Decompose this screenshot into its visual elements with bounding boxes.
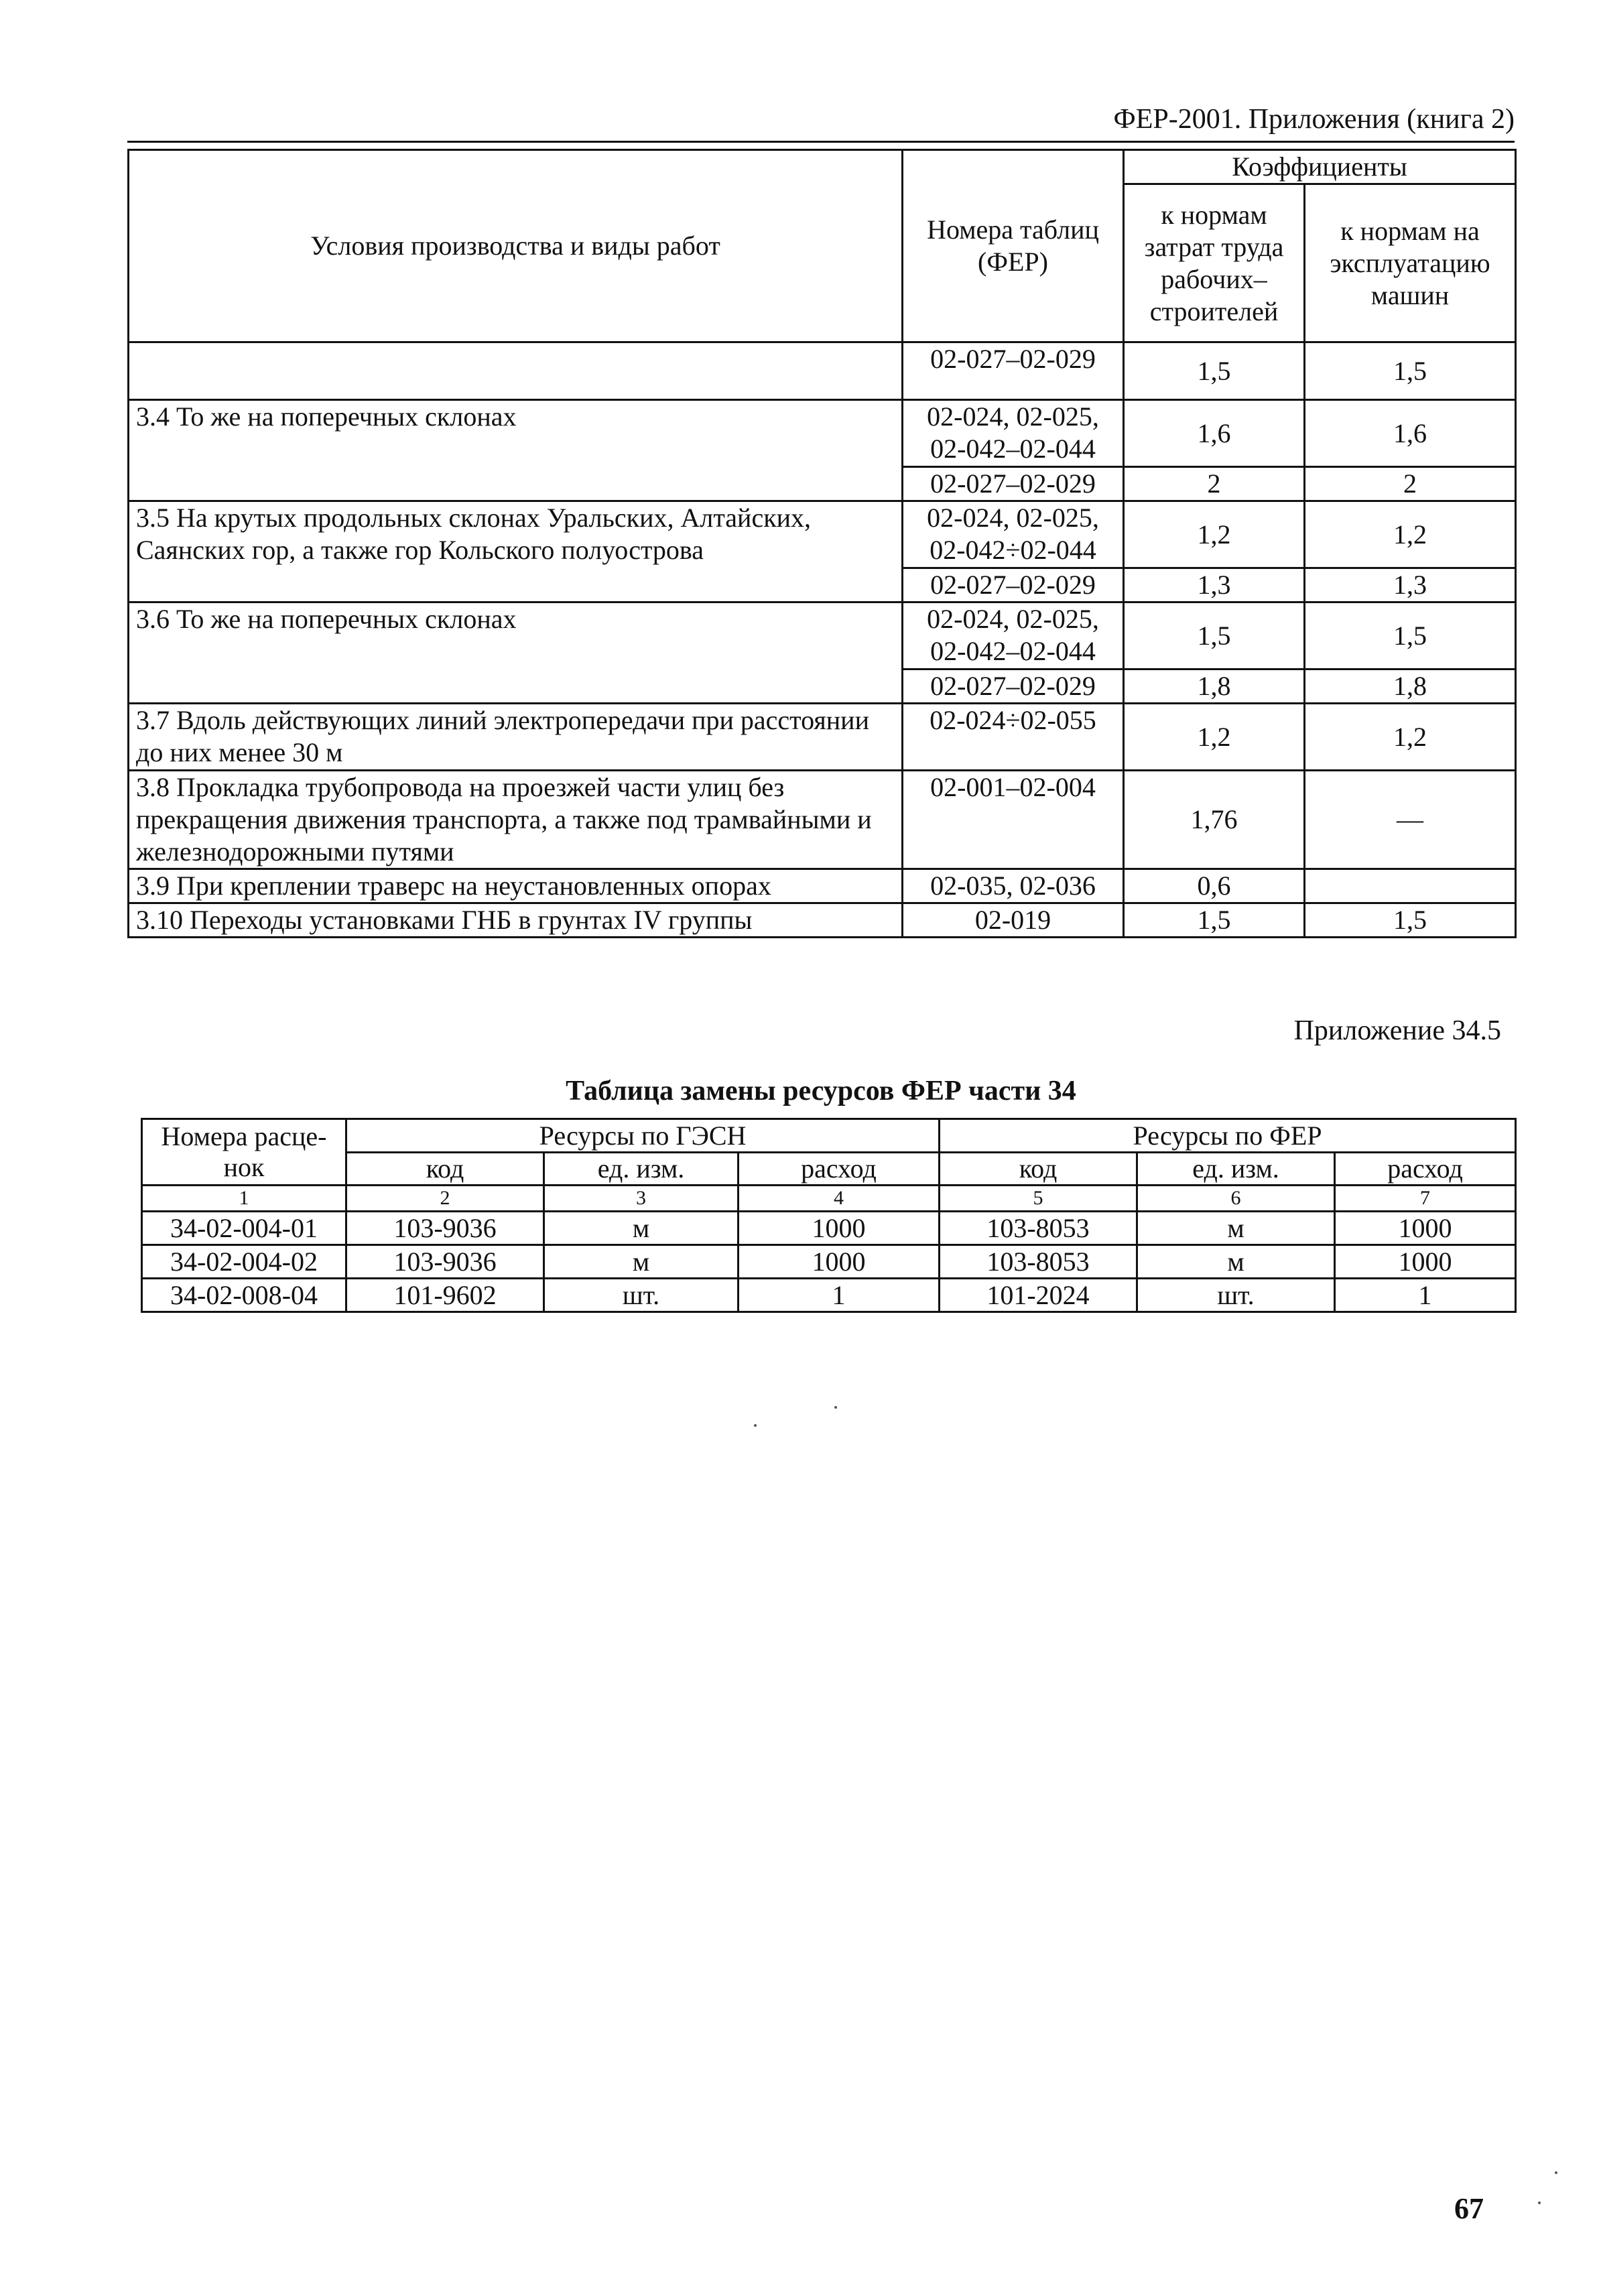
gesn-unit-cell: шт. <box>544 1279 739 1312</box>
machine-coef-cell: 1,3 <box>1305 568 1516 602</box>
header-fer-code: код <box>940 1153 1137 1186</box>
header-gesn-unit: ед. изм. <box>544 1153 739 1186</box>
table-numbers-cell: 02-024, 02-025, 02-042–02-044 <box>903 602 1124 669</box>
header-labor-coef: к нормам затрат труда рабочих–строителей <box>1124 184 1305 342</box>
labor-coef-cell: 1,3 <box>1124 568 1305 602</box>
page-number: 67 <box>1454 2192 1484 2225</box>
table-row <box>129 903 1516 938</box>
header-rate-numbers: Номера расце-нок <box>142 1119 346 1186</box>
coefficients-table <box>127 149 1517 938</box>
header-gesn-code: код <box>346 1153 544 1186</box>
gesn-amount-cell: 1000 <box>739 1212 940 1245</box>
gesn-code-cell: 101-9602 <box>346 1279 544 1312</box>
machine-coef-cell: 1,2 <box>1305 704 1516 771</box>
fer-code-cell: 103-8053 <box>940 1212 1137 1245</box>
machine-coef-cell: 2 <box>1305 467 1516 501</box>
condition-cell: 3.4 То же на поперечных склонах <box>129 400 903 501</box>
scan-speck <box>754 1424 757 1427</box>
labor-coef-cell: 1,2 <box>1124 501 1305 568</box>
condition-cell: 3.9 При креплении траверс на неустановленных опорах <box>129 869 903 903</box>
labor-coef-cell: 1,5 <box>1124 903 1305 938</box>
fer-unit-cell: м <box>1137 1245 1335 1279</box>
fer-unit-cell: шт. <box>1137 1279 1335 1312</box>
gesn-unit-cell: м <box>544 1212 739 1245</box>
column-index-row <box>142 1186 1516 1212</box>
labor-coef-cell: 0,6 <box>1124 869 1305 903</box>
scan-speck <box>834 1406 837 1409</box>
header-machine-coef: к нормам на эксплуатацию машин <box>1305 184 1516 342</box>
table-numbers-cell: 02-027–02-029 <box>903 669 1124 704</box>
fer-amount-cell: 1 <box>1335 1279 1516 1312</box>
machine-coef-cell: 1,2 <box>1305 501 1516 568</box>
table-row <box>129 704 1516 771</box>
table-numbers-cell: 02-024÷02-055 <box>903 704 1124 771</box>
table-numbers-cell: 02-024, 02-025, 02-042÷02-044 <box>903 501 1124 568</box>
scan-speck <box>1555 2171 1557 2174</box>
condition-cell: 3.10 Переходы установками ГНБ в грунтах IV группы <box>129 903 903 938</box>
machine-coef-cell: 1,5 <box>1305 342 1516 400</box>
fer-code-cell: 101-2024 <box>940 1279 1137 1312</box>
table-numbers-cell: 02-019 <box>903 903 1124 938</box>
condition-cell <box>129 342 903 400</box>
fer-amount-cell: 1000 <box>1335 1212 1516 1245</box>
labor-coef-cell: 1,8 <box>1124 669 1305 704</box>
header-fer-amount: расход <box>1335 1153 1516 1186</box>
column-index: 7 <box>1335 1186 1516 1212</box>
table-row <box>142 1212 1516 1245</box>
gesn-code-cell: 103-9036 <box>346 1212 544 1245</box>
header-table-numbers: Номера таблиц (ФЕР) <box>903 150 1124 342</box>
column-index: 1 <box>142 1186 346 1212</box>
table-row <box>129 602 1516 669</box>
header-fer-resources: Ресурсы по ФЕР <box>940 1119 1516 1153</box>
gesn-amount-cell: 1 <box>739 1279 940 1312</box>
table-row <box>129 869 1516 903</box>
labor-coef-cell: 1,2 <box>1124 704 1305 771</box>
labor-coef-cell: 1,76 <box>1124 771 1305 869</box>
rate-number-cell: 34-02-004-02 <box>142 1245 346 1279</box>
machine-coef-cell: 1,6 <box>1305 400 1516 467</box>
condition-cell: 3.5 На крутых продольных склонах Уральских, Алтайских, Саянских гор, а также гор Кольского полуострова <box>129 501 903 602</box>
table-numbers-cell: 02-024, 02-025, 02-042–02-044 <box>903 400 1124 467</box>
table-row <box>142 1279 1516 1312</box>
gesn-code-cell: 103-9036 <box>346 1245 544 1279</box>
appendix-label: Приложение 34.5 <box>1293 1015 1501 1046</box>
table-numbers-cell: 02-027–02-029 <box>903 467 1124 501</box>
machine-coef-cell: 1,5 <box>1305 903 1516 938</box>
column-index: 4 <box>739 1186 940 1212</box>
table-numbers-cell: 02-027–02-029 <box>903 568 1124 602</box>
header-gesn-amount: расход <box>739 1153 940 1186</box>
rate-number-cell: 34-02-004-01 <box>142 1212 346 1245</box>
fer-code-cell: 103-8053 <box>940 1245 1137 1279</box>
condition-cell: 3.8 Прокладка трубопровода на проезжей части улиц без прекращения движения транспорта, а также под трамвайными и железнодорожными путями <box>129 771 903 869</box>
header-coefficients: Коэффициенты <box>1124 150 1516 184</box>
table-row <box>129 342 1516 400</box>
labor-coef-cell: 1,5 <box>1124 342 1305 400</box>
header-conditions: Условия производства и виды работ <box>129 150 903 342</box>
table-numbers-cell: 02-035, 02-036 <box>903 869 1124 903</box>
resource-replacement-table <box>141 1118 1517 1313</box>
machine-coef-cell <box>1305 869 1516 903</box>
machine-coef-cell: 1,8 <box>1305 669 1516 704</box>
table-row <box>142 1245 1516 1279</box>
condition-cell: 3.7 Вдоль действующих линий электропередачи при расстоянии до них менее 30 м <box>129 704 903 771</box>
header-fer-unit: ед. изм. <box>1137 1153 1335 1186</box>
table-row <box>129 400 1516 467</box>
gesn-unit-cell: м <box>544 1245 739 1279</box>
column-index: 6 <box>1137 1186 1335 1212</box>
condition-cell: 3.6 То же на поперечных склонах <box>129 602 903 704</box>
column-index: 5 <box>940 1186 1137 1212</box>
table-numbers-cell: 02-001–02-004 <box>903 771 1124 869</box>
table-numbers-cell: 02-027–02-029 <box>903 342 1124 400</box>
table-row <box>129 501 1516 568</box>
fer-unit-cell: м <box>1137 1212 1335 1245</box>
labor-coef-cell: 1,6 <box>1124 400 1305 467</box>
fer-amount-cell: 1000 <box>1335 1245 1516 1279</box>
machine-coef-cell: 1,5 <box>1305 602 1516 669</box>
table-row <box>129 771 1516 869</box>
running-title: ФЕР-2001. Приложения (книга 2) <box>127 101 1515 143</box>
resource-table-title: Таблица замены ресурсов ФЕР части 34 <box>566 1076 1076 1106</box>
rate-number-cell: 34-02-008-04 <box>142 1279 346 1312</box>
labor-coef-cell: 1,5 <box>1124 602 1305 669</box>
column-index: 2 <box>346 1186 544 1212</box>
scan-speck <box>1538 2202 1541 2204</box>
machine-coef-cell: — <box>1305 771 1516 869</box>
gesn-amount-cell: 1000 <box>739 1245 940 1279</box>
column-index: 3 <box>544 1186 739 1212</box>
header-gesn-resources: Ресурсы по ГЭСН <box>346 1119 940 1153</box>
labor-coef-cell: 2 <box>1124 467 1305 501</box>
